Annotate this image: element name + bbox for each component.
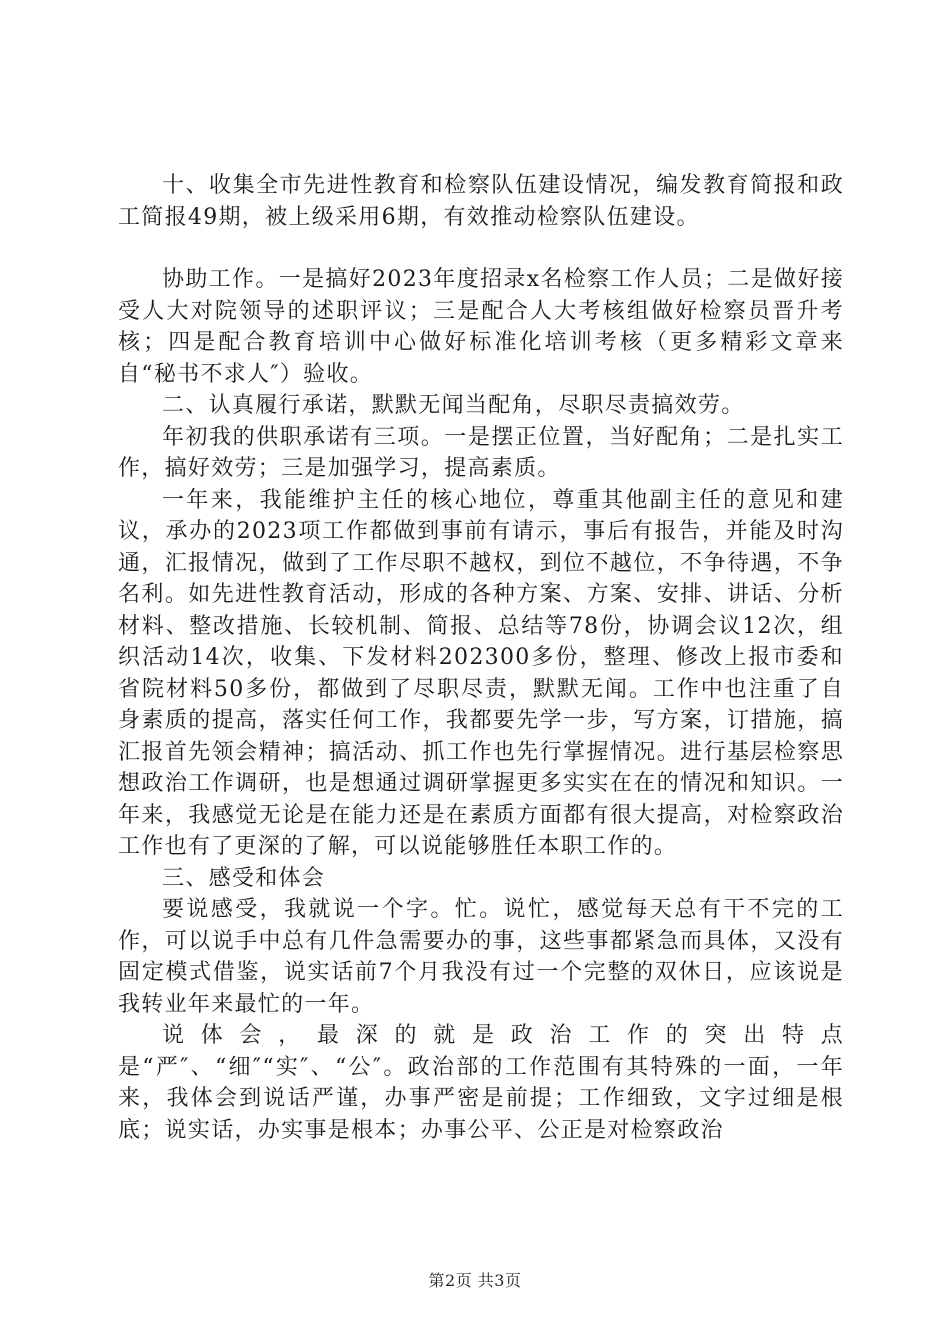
paragraph-experience: 说体会，最深的就是政治工作的突出特点是“严″、“细″“实″、“公″。政治部的工作范围有其特殊的一面，一年来，我体会到说话严谨，办事严密是前提；工作细致，文字过细是根底；说实话，办实事是根本；办事公平、公正是对检察政治 bbox=[118, 1023, 844, 1143]
paragraph-collect-reports: 十、收集全市先进性教育和检察队伍建设情况，编发教育简报和政工简报49期，被上级采用6期，有效推动检察队伍建设。 bbox=[118, 173, 844, 230]
document-body bbox=[118, 170, 844, 1146]
page-footer: 第2页 共3页 bbox=[428, 1271, 522, 1290]
paragraph-year-review: 一年来，我能维护主任的核心地位，尊重其他副主任的意见和建议，承办的2023项工作都做到事前有请示，事后有报告，并能及时沟通，汇报情况，做到了工作尽职不越权，到位不越位，不争待遇，不争名利。如先进性教育活动，形成的各种方案、方案、安排、讲话、分析材料、整改措施、长较机制、简报、总结等78份，协调会议12次，组织活动14次，收集、下发材料202300多份，整理、修改上报市委和省院材料50多份，都做到了尽职尽责，默默无闻。工作中也注重了自身素质的提高，落实任何工作，我都要先学一步，写方案，订措施，搞汇报首先领会精神；搞活动、抓工作也先行掌握情况。进行基层检察思想政治工作调研，也是想通过调研掌握更多实实在在的情况和知识。一年来，我感觉无论是在能力还是在素质方面都有很大提高，对检察政治工作也有了更深的了解，可以说能够胜任本职工作的。 bbox=[118, 487, 844, 859]
paragraph-commitments: 年初我的供职承诺有三项。一是摆正位置，当好配角；二是扎实工作，搞好效劳；三是加强学习，提高素质。 bbox=[118, 424, 844, 481]
paragraph-gap bbox=[118, 233, 844, 264]
section-heading-3: 三、感受和体会 bbox=[162, 865, 326, 891]
paragraph-feelings: 要说感受，我就说一个字。忙。说忙，感觉每天总有干不完的工作，可以说手中总有几件急需要办的事，这些事都紧急而具体，又没有固定模式借鉴，说实话前7个月我没有过一个完整的双休日，应该说是我转业年来最忙的一年。 bbox=[118, 897, 844, 1017]
section-heading-2: 二、认真履行承诺，默默无闻当配角，尽职尽责搞效劳。 bbox=[162, 393, 745, 418]
paragraph-assist-work: 协助工作。一是搞好2023年度招录x名检察工作人员；二是做好接受人大对院领导的述职评议；三是配合人大考核组做好检察员晋升考核；四是配合教育培训中心做好标准化培训考核（更多精彩文章来自“秘书不求人″）验收。 bbox=[118, 267, 844, 387]
